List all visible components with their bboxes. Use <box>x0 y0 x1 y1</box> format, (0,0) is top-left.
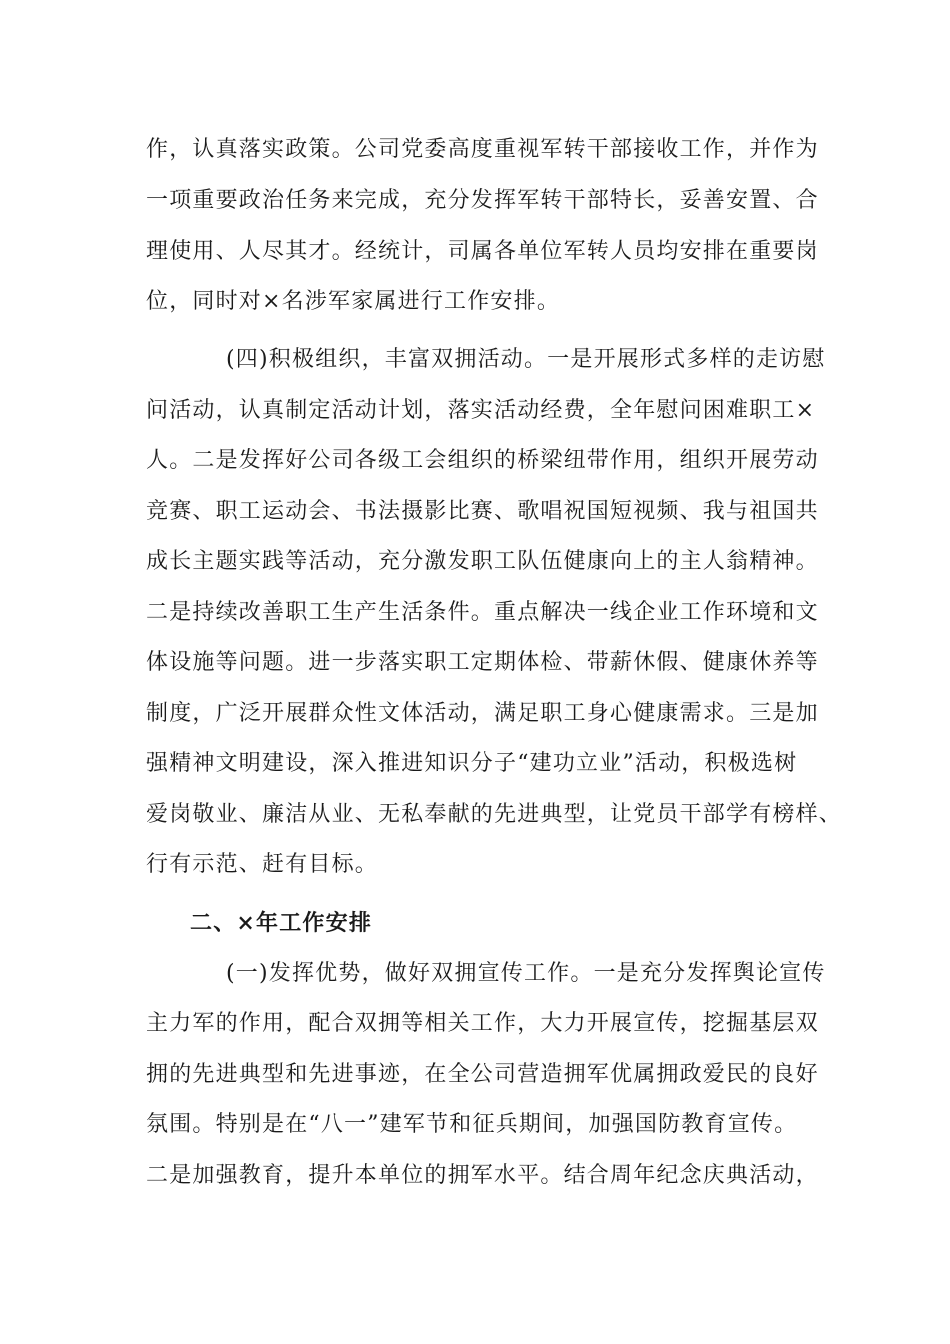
paragraph-line: 氛围。特别是在“八一”建军节和征兵期间，加强国防教育宣传。 <box>146 1112 798 1137</box>
paragraph-line: 成长主题实践等活动，充分激发职工队伍健康向上的主人翁精神。 <box>146 549 819 574</box>
paragraph-line: (一)发挥优势，做好双拥宣传工作。一是充分发挥舆论宣传 <box>226 961 826 986</box>
paragraph-line: (四)积极组织，丰富双拥活动。一是开展形式多样的走访慰 <box>226 347 826 372</box>
paragraph-line: 强精神文明建设，深入推进知识分子“建功立业”活动，积极选树 <box>146 751 798 776</box>
paragraph-line: 行有示范、赶有目标。 <box>146 852 379 877</box>
paragraph-line: 体设施等问题。进一步落实职工定期体检、带薪休假、健康休养等 <box>146 650 819 675</box>
paragraph-line: 制度，广泛开展群众性文体活动，满足职工身心健康需求。三是加 <box>146 701 819 726</box>
paragraph-line: 竞赛、职工运动会、书法摄影比赛、歌唱祝国短视频、我与祖国共 <box>146 499 819 524</box>
paragraph-line: 爱岗敬业、廉洁从业、无私奉献的先进典型，让党员干部学有榜样、 <box>146 802 843 827</box>
paragraph-line: 拥的先进典型和先进事迹，在全公司营造拥军优属拥政爱民的良好 <box>146 1062 819 1087</box>
paragraph-line: 主力军的作用，配合双拥等相关工作，大力开展宣传，挖掘基层双 <box>146 1011 819 1036</box>
paragraph-line: 人。二是发挥好公司各级工会组织的桥梁纽带作用，组织开展劳动 <box>146 448 819 473</box>
paragraph-line: 理使用、人尽其才。经统计，司属各单位军转人员均安排在重要岗 <box>146 239 819 264</box>
paragraph-line: 一项重要政治任务来完成，充分发挥军转干部特长，妥善安置、合 <box>146 188 819 213</box>
paragraph-line: 二是持续改善职工生产生活条件。重点解决一线企业工作环境和文 <box>146 600 819 625</box>
paragraph-line: 二是加强教育，提升本单位的拥军水平。结合周年纪念庆典活动， <box>146 1163 819 1188</box>
paragraph-line: 作，认真落实政策。公司党委高度重视军转干部接收工作，并作为 <box>146 137 819 162</box>
paragraph-line: 问活动，认真制定活动计划，落实活动经费，全年慰问困难职工× <box>146 398 816 423</box>
section-heading: 二、×年工作安排 <box>190 910 373 936</box>
paragraph-line: 位，同时对×名涉军家属进行工作安排。 <box>146 289 561 314</box>
